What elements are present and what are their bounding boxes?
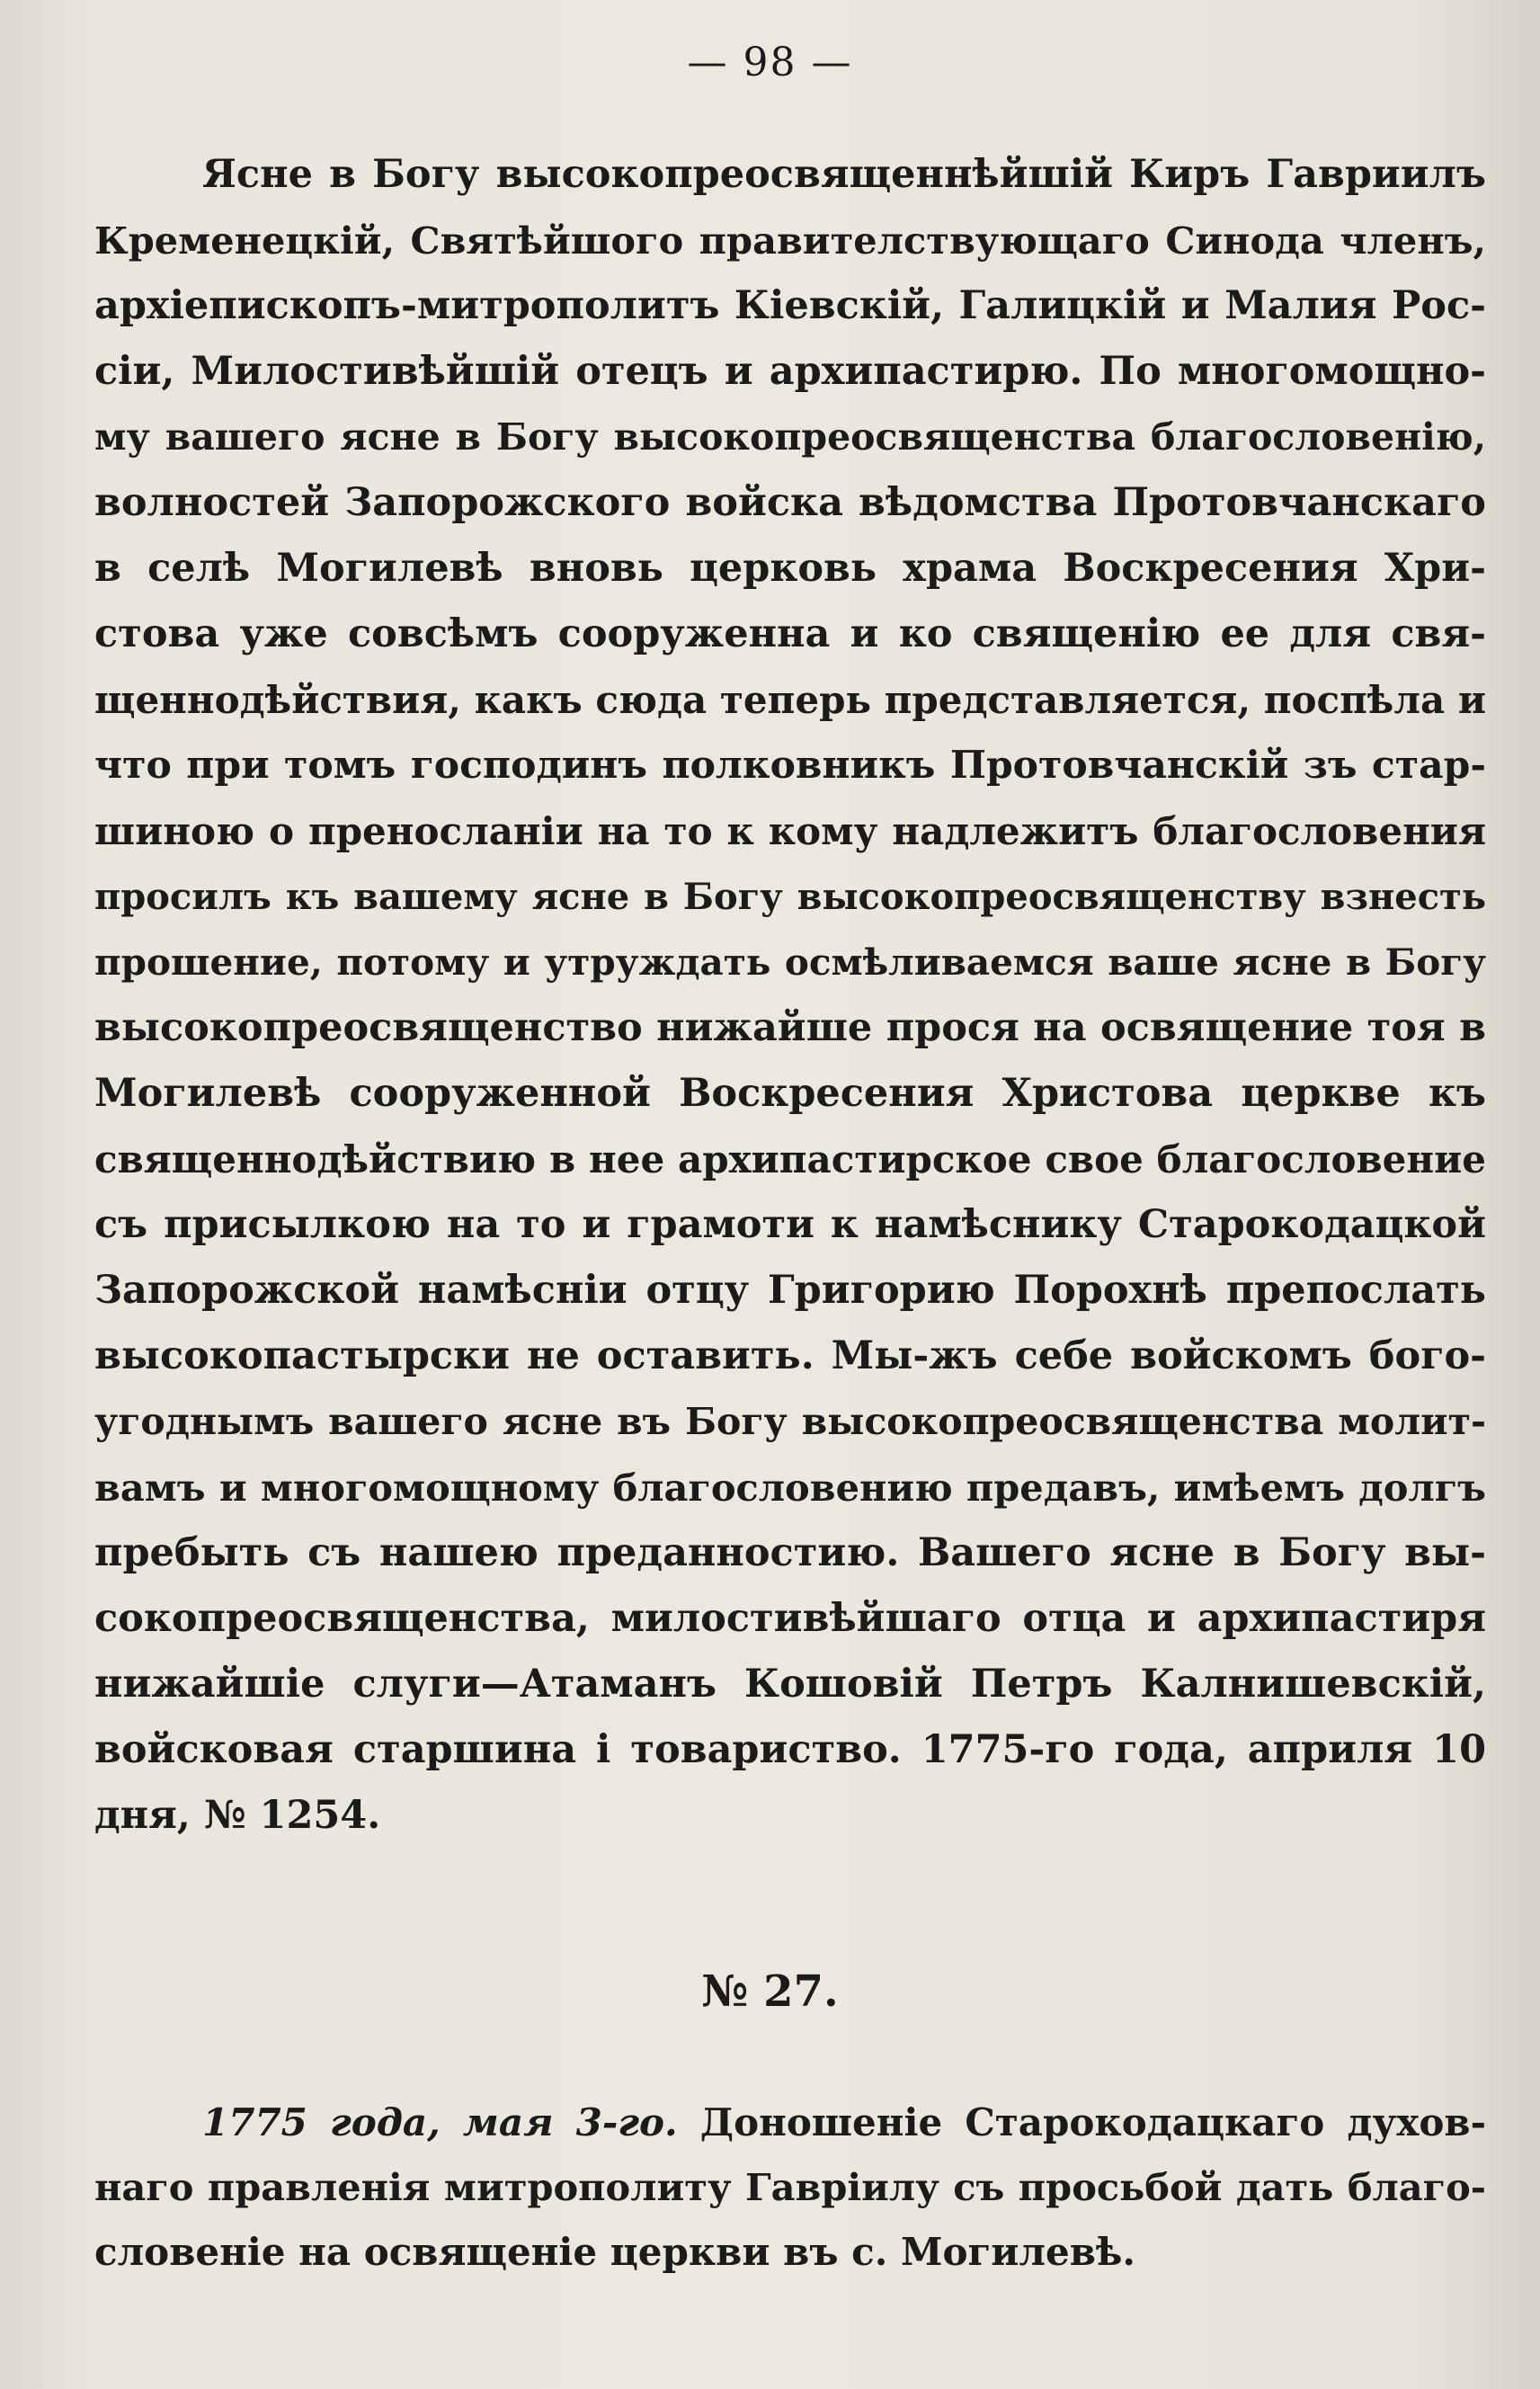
summary-date: 1775 года, мая 3-го. <box>202 2100 678 2144</box>
letter-line: просилъ къ вашему ясне в Богу высокопреосвященству взнесть <box>94 876 1486 918</box>
letter-line: высокопреосвященство нижайше прося на освящение тоя в <box>94 1005 1486 1050</box>
letter-line: архіепископъ-митрополитъ Кіевскій, Галицкій и Малия Рос- <box>94 283 1486 328</box>
letter-body <box>94 142 1486 1849</box>
letter-line: волностей Запорожского войска вѣдомства Протовчанскаго <box>94 480 1486 525</box>
document-summary <box>94 2090 1486 2285</box>
letter-line: вамъ и многомощному благословению предавъ, имѣемъ долгъ <box>94 1466 1486 1510</box>
letter-line: в селѣ Могилевѣ вновь церковь храма Воскресения Хри- <box>94 546 1486 591</box>
summary-line: словеніе на освященіе церкви въ с. Могилевѣ. <box>94 2230 1136 2274</box>
letter-line: священнодѣйствию в нее архипастирское свое благословение <box>94 1137 1486 1181</box>
summary-line <box>94 2090 1486 2155</box>
letter-line: Кременецкій, Святѣйшого правителствующаго Синода членъ, <box>94 218 1486 263</box>
letter-line: дня, № 1254. <box>94 1793 381 1838</box>
letter-line: щеннодѣйствия, какъ сюда теперь представляется, поспѣла и <box>94 678 1486 722</box>
letter-line: нижайшіе слуги—Атаманъ Кошовій Петръ Калнишевскій, <box>94 1662 1486 1707</box>
letter-line: прошение, потому и утруждать осмѣливаемся ваше ясне в Богу <box>94 940 1486 984</box>
section-heading: № 27. <box>701 1966 839 2017</box>
letter-line: сіи, Милостивѣйшій отецъ и архипастирю. По многомощно- <box>94 349 1486 394</box>
letter-line: стова уже совсѣмъ сооруженна и ко священію ее для свя- <box>94 611 1486 656</box>
letter-line: съ присылкою на то и грамоти к намѣснику Старокодацкой <box>94 1202 1486 1247</box>
letter-line: угоднымъ вашего ясне въ Богу высокопреосвященства молит- <box>94 1400 1486 1443</box>
summary-line: наго правленія митрополиту Гаврiилу съ просьбой дать благо- <box>94 2165 1486 2209</box>
letter-line: му вашего ясне в Богу высокопреосвященства благословенію, <box>94 415 1486 459</box>
letter-line: Ясне в Богу высокопреосвященнѣйшій Киръ Гавриилъ <box>202 152 1486 197</box>
letter-line: войсковая старшина і товариство. 1775-го года, априля 10 <box>94 1727 1486 1772</box>
letter-line: пребыть съ нашею преданностию. Вашего ясне в Богу вы- <box>94 1530 1486 1575</box>
letter-line: что при томъ господинъ полковникъ Протовчанскій зъ стар- <box>94 743 1486 788</box>
letter-line: Запорожской намѣсніи отцу Григорию Порохнѣ препослать <box>94 1268 1486 1313</box>
page-number: — 98 — <box>687 40 853 85</box>
letter-line: высокопастырски не оставить. Мы-жъ себе войскомъ бого- <box>94 1333 1486 1378</box>
summary-text: Доношеніе Старокодацкаго духов- <box>699 2100 1486 2144</box>
letter-line: Могилевѣ сооруженной Воскресения Христова церкве къ <box>94 1071 1486 1116</box>
letter-line: сокопреосвященства, милостивѣйшаго отца и архипастиря <box>94 1596 1486 1641</box>
letter-line: шиною о преносланіи на то к кому надлежитъ благословения <box>94 809 1486 853</box>
